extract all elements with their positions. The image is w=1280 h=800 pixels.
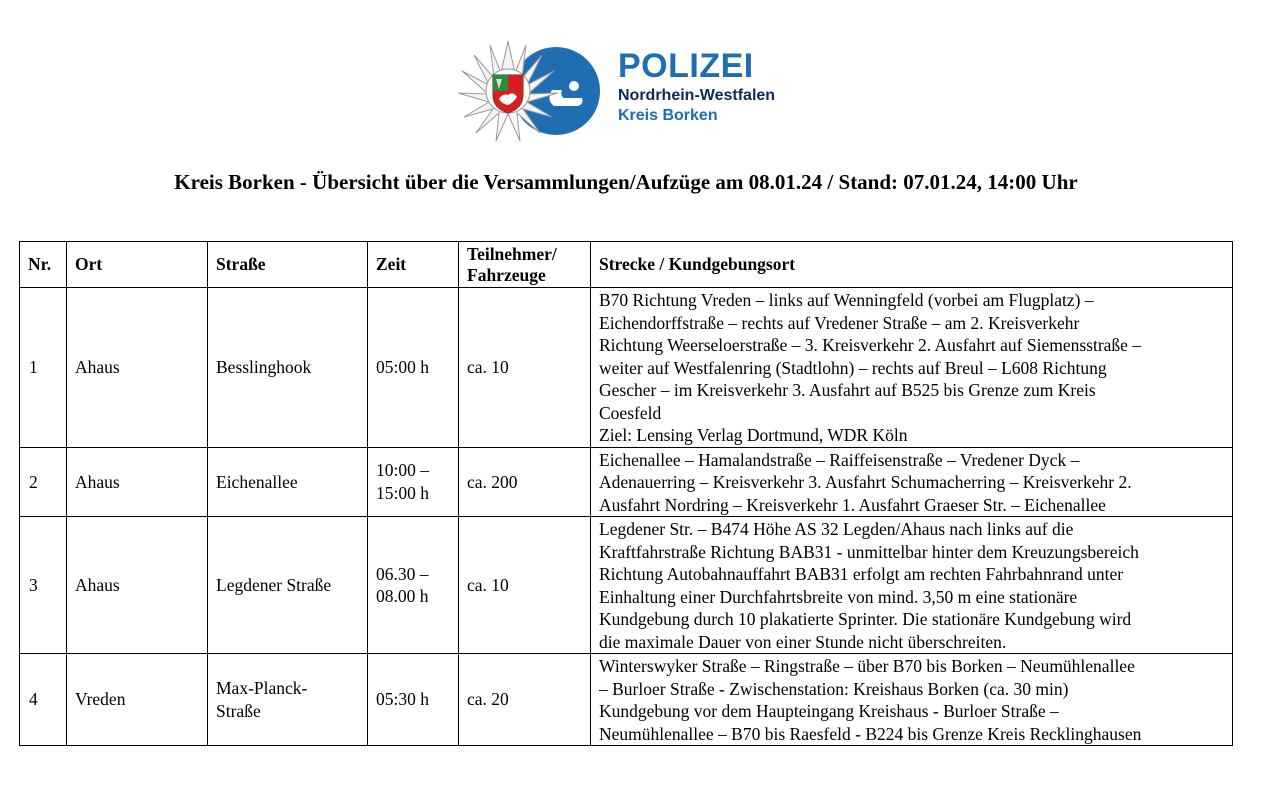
cell-strasse-line: Straße [216, 700, 261, 721]
cell-nr: 3 [20, 517, 67, 654]
cell-strasse [208, 288, 368, 448]
cell-strasse-line: Max-Planck- [216, 678, 308, 698]
route-line: Kraftfahrstraße Richtung BAB31 - unmittelbar hinter dem Kreuzungsbereich [599, 541, 1139, 562]
cell-strasse [208, 654, 368, 746]
logo-subtitle-state: Nordrhein-Westfalen [618, 87, 776, 104]
route-line: Eichenallee – Hamalandstraße – Raiffeisenstraße – Vredener Dyck – [599, 449, 1080, 470]
route-line: Richtung Weerseloerstraße – 3. Kreisverkehr 2. Ausfahrt auf Siemensstraße – [599, 335, 1142, 355]
route-line: Einhaltung einer Durchfahrtsbreite von mind. 3,50 m eine stationäre [599, 586, 1078, 607]
route-line: Ausfahrt Nordring – Kreisverkehr 1. Ausfahrt Graeser Str. – Eichenallee [599, 494, 1106, 515]
cell-zeit [368, 654, 459, 746]
cell-ort: Ahaus [67, 517, 208, 654]
route-line: die maximale Dauer von einer Stunde nicht überschreiten. [599, 631, 1007, 652]
assemblies-table [19, 241, 1233, 746]
table-row [20, 288, 1233, 448]
table-header-row [20, 242, 1233, 288]
cell-strasse [208, 517, 368, 654]
cell-teilnehmer: ca. 200 [459, 447, 591, 517]
route-line: Kundgebung vor dem Haupteingang Kreishaus - Burloer Straße – [599, 701, 1059, 721]
table-row [20, 447, 1233, 517]
cell-nr: 4 [20, 654, 67, 746]
cell-teilnehmer: ca. 20 [459, 654, 591, 746]
cell-strecke [591, 447, 1233, 517]
route-line: Kundgebung durch 10 plakatierte Sprinter. Die stationäre Kundgebung wird [599, 609, 1132, 629]
route-line: Legdener Str. – B474 Höhe AS 32 Legden/Ahaus nach links auf die [599, 519, 1074, 539]
table-body [20, 288, 1233, 746]
route-line: weiter auf Westfalenring (Stadtlohn) – rechts auf Breul – L608 Richtung [599, 357, 1107, 378]
police-star-emblem-icon [456, 38, 616, 144]
header-strecke: Strecke / Kundgebungsort [591, 242, 1233, 288]
cell-zeit-line: 05:30 h [376, 689, 429, 710]
route-line: Ziel: Lensing Verlag Dortmund, WDR Köln [599, 425, 908, 445]
route-line: Gescher – im Kreisverkehr 3. Ausfahrt auf B525 bis Grenze zum Kreis [599, 380, 1096, 400]
header-ort: Ort [67, 242, 208, 288]
table-row [20, 654, 1233, 746]
cell-strecke [591, 288, 1233, 448]
cell-strasse-line: Besslinghook [216, 357, 312, 377]
cell-teilnehmer: ca. 10 [459, 517, 591, 654]
route-line: Neumühlenallee – B70 bis Raesfeld - B224 bis Grenze Kreis Recklinghausen [599, 723, 1142, 744]
header-teilnehmer [459, 242, 591, 288]
header-teilnehmer-line-2: Fahrzeuge [467, 264, 546, 285]
logo-subtitle-district: Kreis Borken [618, 107, 718, 124]
cell-nr: 1 [20, 288, 67, 448]
cell-ort: Ahaus [67, 288, 208, 448]
cell-zeit [368, 517, 459, 654]
cell-strasse-line: Eichenallee [216, 471, 298, 492]
route-line: – Burloer Straße - Zwischenstation: Kreishaus Borken (ca. 30 min) [599, 678, 1069, 699]
header-zeit: Zeit [368, 242, 459, 288]
cell-zeit-line: 06.30 – [376, 563, 429, 584]
cell-teilnehmer: ca. 10 [459, 288, 591, 448]
cell-zeit-line: 05:00 h [376, 357, 429, 377]
cell-zeit [368, 288, 459, 448]
cell-zeit-line: 08.00 h [376, 586, 429, 606]
logo-text [618, 46, 775, 126]
cell-zeit-line: 10:00 – [376, 460, 429, 481]
header-strasse: Straße [208, 242, 368, 288]
table-row [20, 517, 1233, 654]
cell-zeit-line: 15:00 h [376, 482, 429, 503]
route-line: Eichendorffstraße – rechts auf Vredener Straße – am 2. Kreisverkehr [599, 312, 1080, 333]
cell-ort: Vreden [67, 654, 208, 746]
cell-strasse [208, 447, 368, 517]
route-line: B70 Richtung Vreden – links auf Wenningfeld (vorbei am Flugplatz) – [599, 290, 1094, 310]
cell-ort: Ahaus [67, 447, 208, 517]
cell-zeit [368, 447, 459, 517]
logo-title: POLIZEI [618, 47, 754, 85]
cell-strasse-line: Legdener Straße [216, 574, 332, 595]
police-logo [456, 38, 796, 144]
header-teilnehmer-line-1: Teilnehmer/ [467, 243, 557, 264]
route-line: Richtung Autobahnauffahrt BAB31 erfolgt am rechten Fahrbahnrand unter [599, 564, 1124, 584]
cell-strecke [591, 517, 1233, 654]
route-line: Winterswyker Straße – Ringstraße – über B70 bis Borken – Neumühlenallee [599, 656, 1135, 676]
cell-nr: 2 [20, 447, 67, 517]
document-title: Kreis Borken - Übersicht über die Versammlungen/Aufzüge am 08.01.24 / Stand: 07.01.24, 14:00 Uhr [174, 170, 1078, 194]
cell-strecke [591, 654, 1233, 746]
route-line: Adenauerring – Kreisverkehr 3. Ausfahrt Schumacherring – Kreisverkehr 2. [599, 472, 1132, 492]
route-line: Coesfeld [599, 402, 662, 423]
header-nr: Nr. [20, 242, 67, 288]
